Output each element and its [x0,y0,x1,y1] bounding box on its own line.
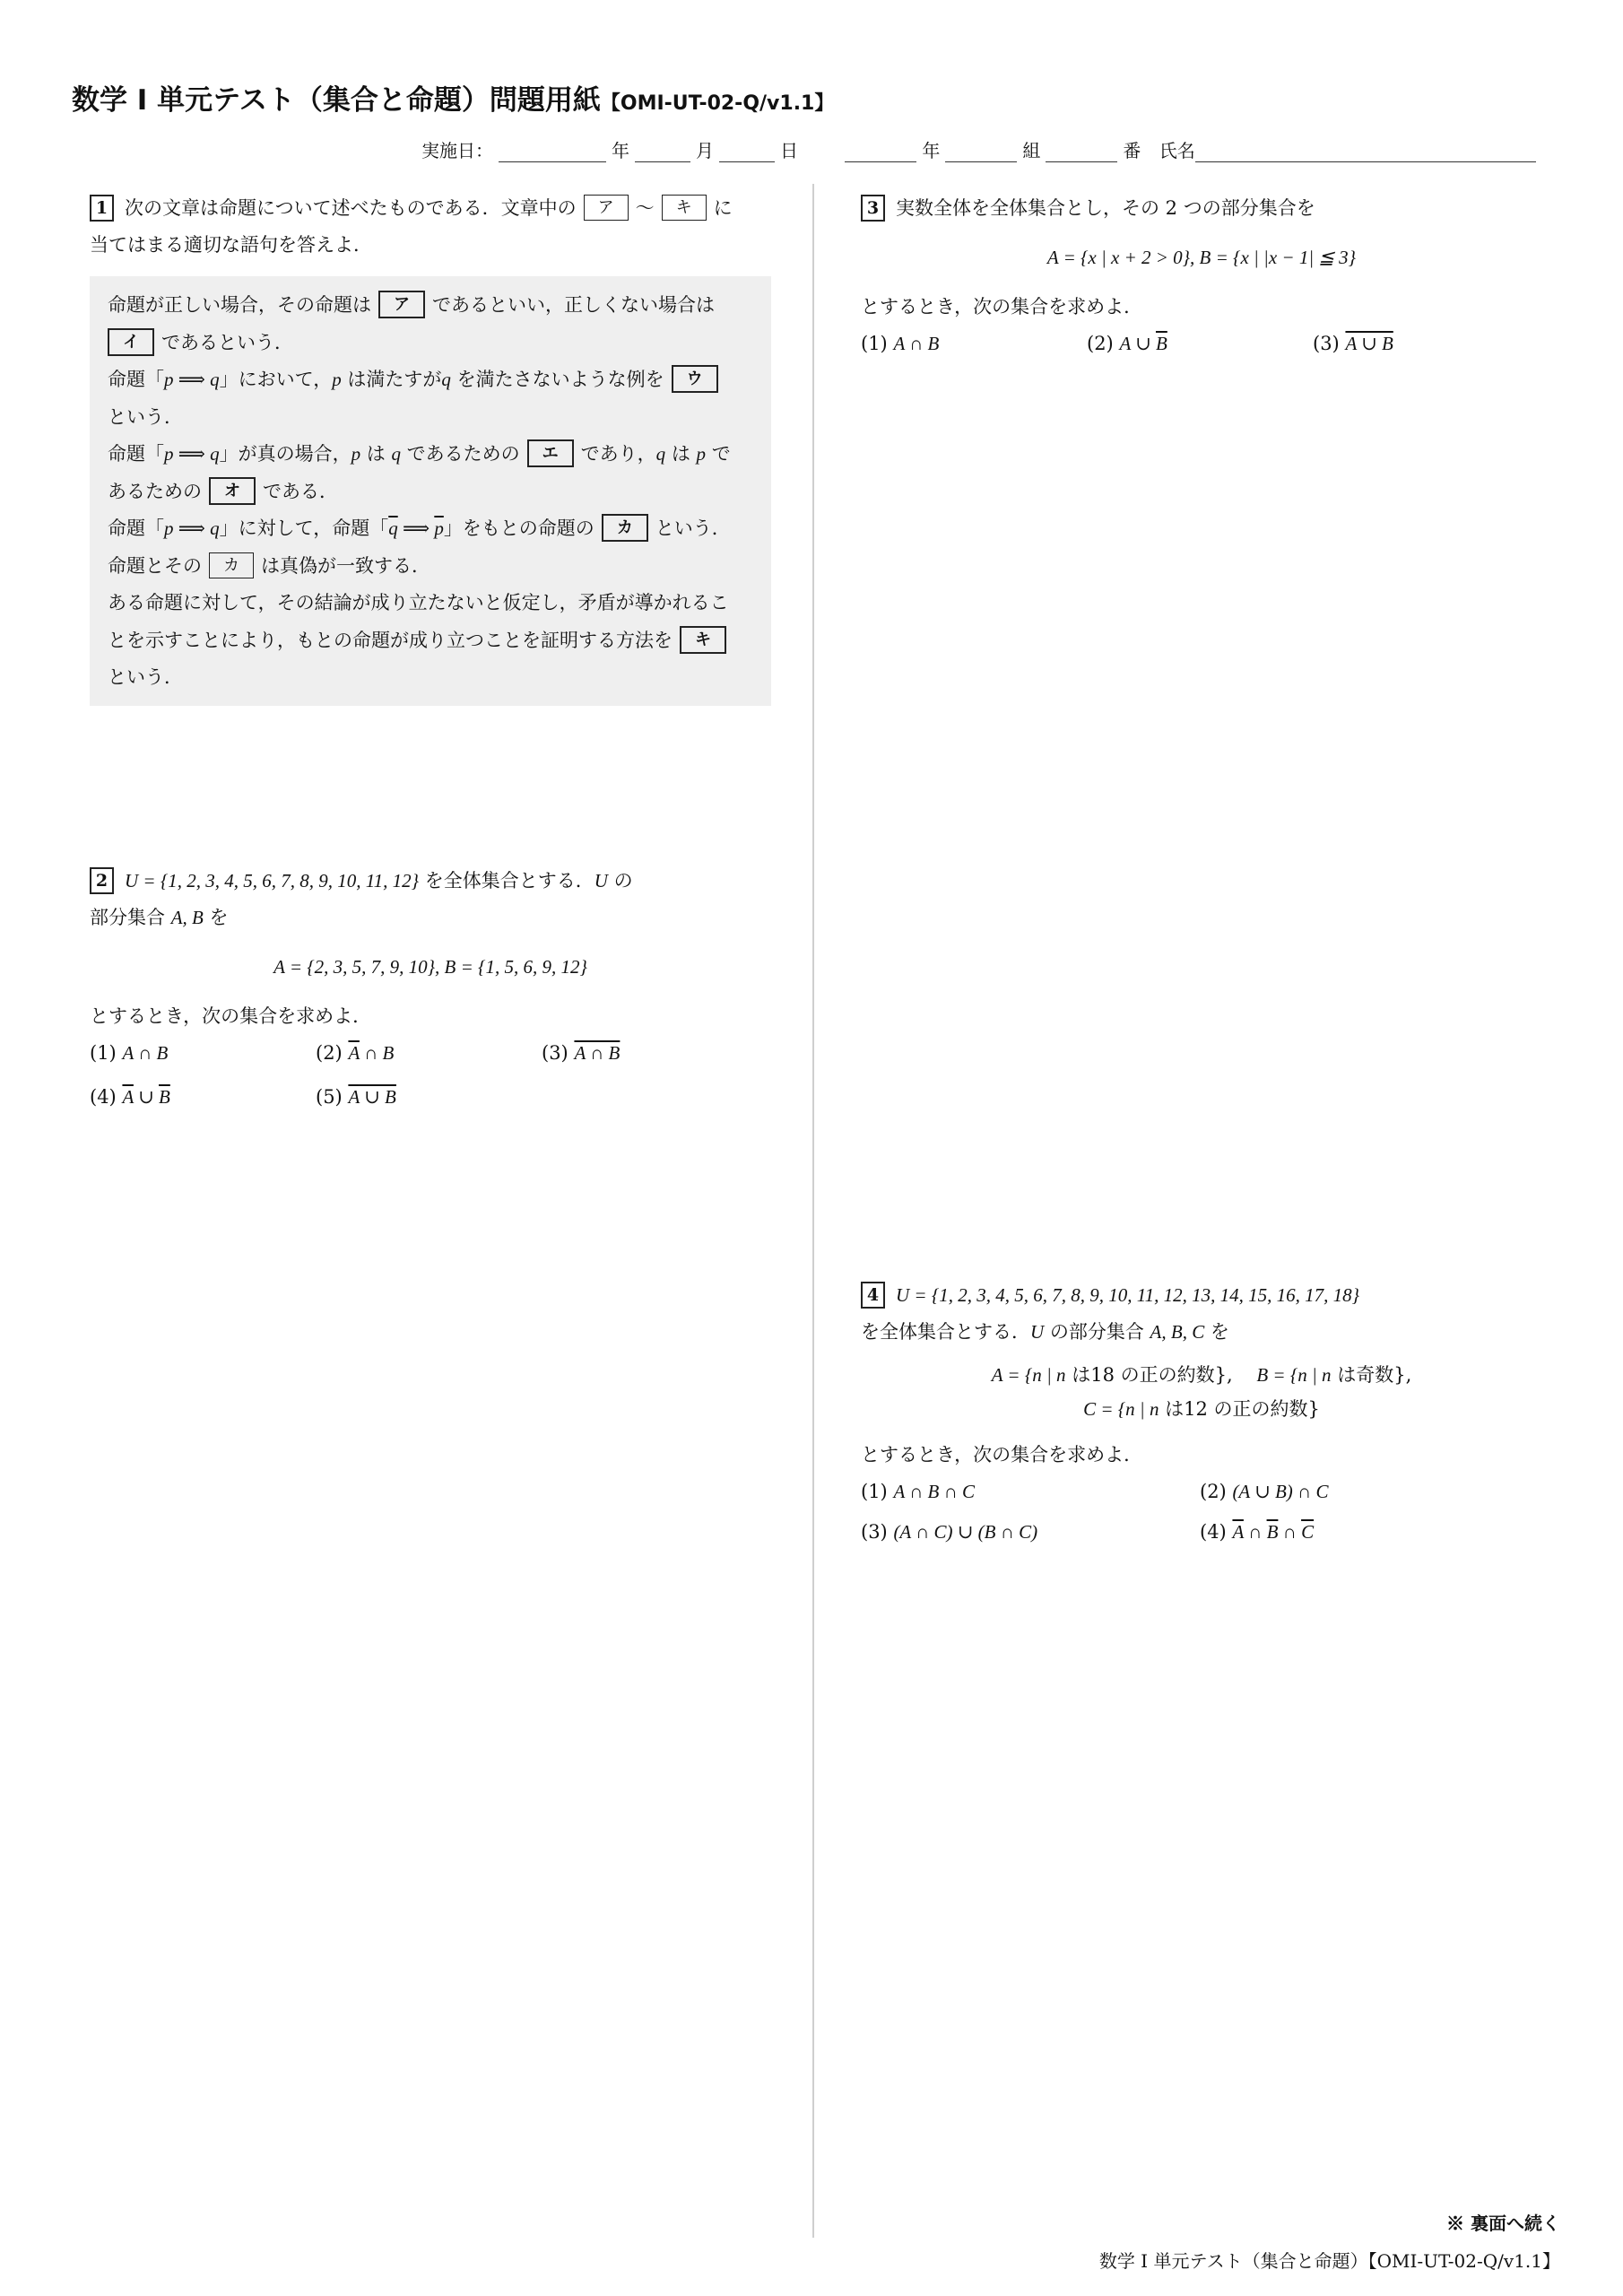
intro-text: 当てはまる適切な語句を答えよ． [90,234,372,256]
tilde: 〜 [635,197,655,219]
problem-3 [861,190,1542,362]
grade-field[interactable] [845,142,916,162]
question-row [90,1079,771,1116]
question-item-2: (2) (A ∪ B) ∩ C [1200,1481,1329,1502]
statement-line: あるための オ である． [108,474,753,511]
class-label: 組 [1022,140,1041,161]
name-label: 氏名 [1159,140,1195,161]
number-field[interactable] [1046,142,1117,162]
prompt-text: とするとき，次の集合を求めよ． [861,1444,1143,1465]
answer-box-ki: キ [680,626,726,654]
month-label: 月 [696,140,714,161]
question-row [861,326,1542,362]
problem-2 [90,863,771,1116]
answer-box-ka: カ [602,514,648,542]
page-footer: 数学 I 単元テスト（集合と命題）【OMI-UT-02-Q/v1.1】 [1098,2250,1560,2272]
question-item-2: (2) $\overline{A}$ ∩ B [316,1042,395,1064]
day-label: 日 [780,140,798,161]
date-day-field[interactable] [719,142,775,162]
set-definitions: A = {x | x + 2 > 0}, B = {x | |x − 1| ≦ 3} [1046,247,1357,268]
statement-line: 命題「p ⟹ q」が真の場合，p は q であるための エ であり，q は p で [108,436,753,474]
title-text: 数学 I 単元テスト（集合と命題）問題用紙 [72,84,601,117]
answer-box-o: オ [209,477,256,505]
problem-number: 1 [90,195,114,222]
answer-box-u: ウ [672,365,718,393]
statement-line: イ であるという． [108,325,753,362]
date-year-field[interactable] [499,142,606,162]
question-item-3: (3) A ∩ B [542,1042,621,1064]
question-row [90,1035,771,1072]
question-item-4: (4) $\overline{A}$ ∩ $\overline{B}$ ∩ $\overline{C}$ [1200,1521,1315,1543]
problem-number: 3 [861,195,885,222]
question-item-3: (3) (A ∩ C) ∪ (B ∩ C) [861,1521,1038,1543]
answer-box-ka-ref: カ [209,552,254,578]
statement-line: とを示すことにより，もとの命題が成り立つことを証明する方法を キ [108,622,753,660]
answer-box-e: エ [527,439,574,467]
question-item-4: (4) $\overline{A}$ ∪ $\overline{B}$ [90,1086,170,1108]
set-definitions: A = {2, 3, 5, 7, 9, 10}, B = {1, 5, 6, 9, 12} [273,956,587,978]
statement-line: 命題とその カ は真偽が一致する． [108,548,753,586]
prompt-text: とするとき，次の集合を求めよ． [90,1005,372,1027]
question-row [861,1474,1542,1510]
problem-1-intro [90,190,771,264]
problem-1 [90,190,771,706]
problem-number: 2 [90,867,114,894]
problem-number: 4 [861,1282,885,1309]
statement-line: という． [108,405,183,428]
question-item-1: (1) A ∩ B ∩ C [861,1481,976,1502]
number-label: 番 [1123,140,1141,161]
answer-box-i: イ [108,328,154,356]
statement-line: 命題「p ⟹ q」において，p は満たすがq を満たさないような例を ウ [108,361,753,399]
statement-line: 命題が正しい場合，その命題は ア であるといい，正しくない場合は [108,287,753,325]
intro-text: に [713,197,733,219]
page-title [72,77,834,117]
continue-note: ※ 裏面へ続く [1446,2213,1560,2234]
answer-box-a: ア [378,291,425,318]
problem-2-intro: 2 U = {1, 2, 3, 4, 5, 6, 7, 8, 9, 10, 11, 12} を全体集合とする．U の 部分集合 A, B を [90,863,771,936]
statement-line: という． [108,666,183,688]
set-definitions: A = {n | n は18 の正の約数}, B = {n | n は奇数}, C = {n | n は12 の正の約数} [991,1364,1412,1420]
question-row [861,1514,1542,1551]
question-item-1: (1) A ∩ B [861,333,940,354]
class-field[interactable] [945,142,1017,162]
year-label: 年 [612,140,629,161]
problem-4-intro: 4 U = {1, 2, 3, 4, 5, 6, 7, 8, 9, 10, 11, 12, 13, 14, 15, 16, 17, 18} を全体集合とする．U の部分集合 A, B, C を [861,1277,1542,1351]
date-label: 実施日： [421,140,493,161]
grade-label: 年 [922,140,941,161]
date-month-field[interactable] [635,142,690,162]
column-divider [812,184,814,2238]
doc-code: 【OMI-UT-02-Q/v1.1】 [600,92,835,115]
name-field[interactable] [1195,142,1536,162]
answer-box-a: ア [584,195,629,221]
problem-1-statement-box [90,276,771,706]
answer-box-ki: キ [662,195,707,221]
question-item-5: (5) A ∪ B [316,1086,396,1108]
question-item-3: (3) A ∪ B [1313,333,1393,354]
statement-line: ある命題に対して，その結論が成り立たないと仮定し，矛盾が導かれるこ [108,592,729,613]
problem-4 [861,1277,1542,1551]
question-item-1: (1) A ∩ B [90,1042,169,1064]
student-info-line [421,136,1569,162]
intro-text: 次の文章は命題について述べたものである．文章中の [125,197,577,219]
problem-3-intro: 3 実数全体を全体集合とし，その 2 つの部分集合を [861,190,1542,227]
question-item-2: (2) A ∪ $\overline{B}$ [1087,333,1167,354]
statement-line: 命題「p ⟹ q」に対して，命題「$\overline{q}$ ⟹ $\overline{p}$」をもとの命題の カ という． [108,510,753,548]
prompt-text: とするとき，次の集合を求めよ． [861,296,1143,317]
